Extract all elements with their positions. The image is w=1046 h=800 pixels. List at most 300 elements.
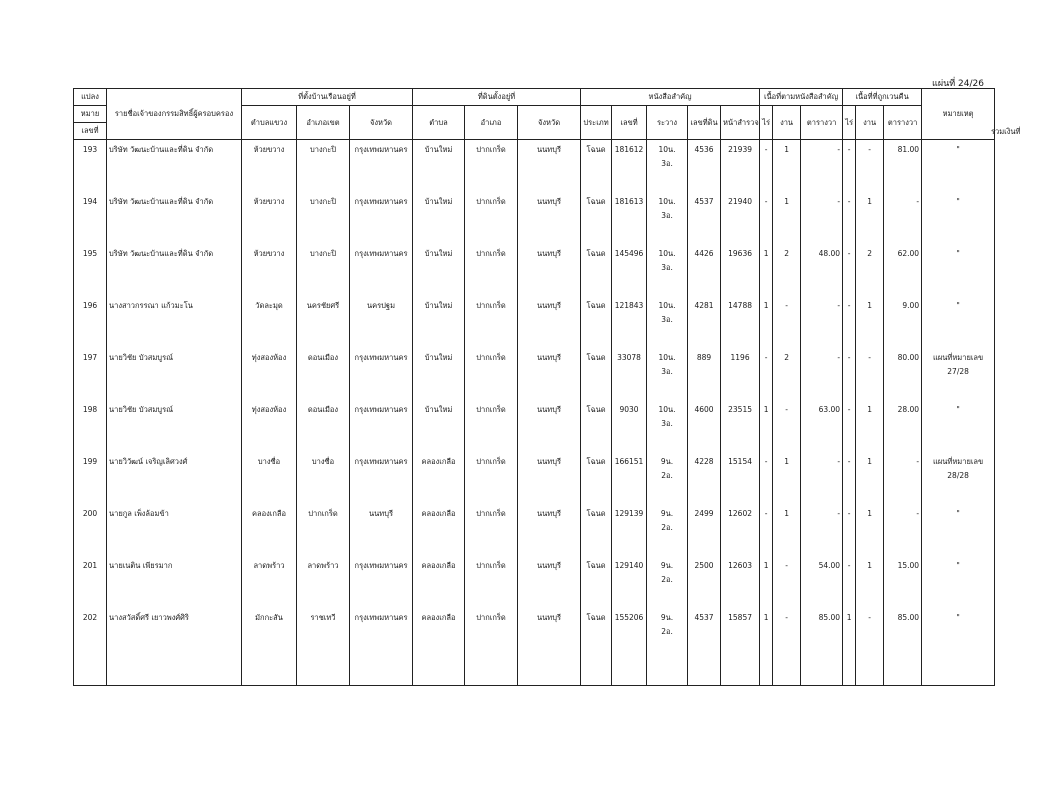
table-row — [74, 556, 995, 608]
cell-plot-number — [74, 452, 107, 504]
cell-deed-land-number — [688, 556, 721, 608]
cell-area-ngan — [773, 504, 801, 556]
cell-owner-name — [107, 452, 242, 504]
cell-remark — [922, 400, 995, 452]
deed-number-text: 129139 — [614, 509, 644, 518]
plot-number-text: 196 — [82, 301, 98, 310]
area-ngan-text: 2 — [784, 249, 789, 258]
deed-land-number-text: 4228 — [694, 457, 714, 466]
land-district-text: ปากเกร็ด — [476, 249, 506, 258]
cell-area-ngan — [773, 244, 801, 296]
address-province-text: นครปฐม — [367, 301, 396, 310]
cell-deed-type — [581, 504, 612, 556]
cell-expro-wa — [884, 504, 922, 556]
remark-text: " — [956, 301, 960, 310]
cell-owner-name — [107, 296, 242, 348]
cell-deed-land-number — [688, 348, 721, 400]
cell-deed-type — [581, 608, 612, 686]
cell-owner-name — [107, 556, 242, 608]
header-deed-survey-page: หน้าสำรวจ — [721, 106, 760, 140]
remark-text: " — [956, 509, 960, 518]
land-district-text: ปากเกร็ด — [476, 509, 506, 518]
deed-survey-page-text: 14788 — [728, 301, 752, 310]
header-deed-land-number: เลขที่ดิน — [688, 106, 721, 140]
owner-name-text: นายกูล เพ็งล้อมข้า — [109, 509, 169, 518]
deed-number-text: 155206 — [614, 613, 644, 622]
cell-remark — [922, 348, 995, 400]
plot-number-text: 200 — [82, 509, 98, 518]
area-rai-text: 1 — [763, 301, 769, 310]
cell-deed-rawang — [647, 296, 688, 348]
cell-expro-rai — [843, 244, 856, 296]
area-ngan-text: 1 — [784, 145, 789, 154]
deed-type-text: โฉนด — [586, 613, 606, 622]
land-district-text: ปากเกร็ด — [476, 301, 506, 310]
land-subdistrict-text: บ้านใหม่ — [424, 145, 453, 154]
deed-rawang-line2-text: 3อ. — [661, 367, 673, 376]
cell-deed-type — [581, 296, 612, 348]
deed-rawang-text: 10น. — [658, 197, 676, 206]
cell-deed-rawang — [647, 400, 688, 452]
cell-deed-survey-page — [721, 192, 760, 244]
remark-text: " — [956, 249, 960, 258]
table-row — [74, 348, 995, 400]
expro-ngan-text: 1 — [867, 457, 872, 466]
area-wa-text: - — [837, 457, 841, 466]
cell-deed-rawang — [647, 192, 688, 244]
cell-deed-survey-page — [721, 296, 760, 348]
cell-land-district — [465, 348, 518, 400]
cell-land-subdistrict — [413, 244, 465, 296]
address-district-text: ดอนเมือง — [307, 353, 339, 362]
deed-survey-page-text: 12603 — [728, 561, 752, 570]
remark-text: แผนที่หมายเลข — [933, 353, 984, 362]
deed-rawang-line2-text: 3อ. — [661, 315, 673, 324]
cell-deed-land-number — [688, 192, 721, 244]
deed-rawang-text: 10น. — [658, 145, 676, 154]
deed-number-text: 166151 — [614, 457, 644, 466]
cell-area-rai — [760, 452, 773, 504]
cell-address-province — [350, 192, 413, 244]
cell-deed-number — [612, 140, 647, 193]
deed-type-text: โฉนด — [586, 405, 606, 414]
cell-expro-rai — [843, 348, 856, 400]
cell-deed-number — [612, 192, 647, 244]
expro-ngan-text: 1 — [867, 561, 872, 570]
cell-land-subdistrict — [413, 608, 465, 686]
land-subdistrict-text: คลองเกลือ — [421, 613, 456, 622]
deed-survey-page-text: 21939 — [728, 145, 752, 154]
cell-address-district — [297, 348, 350, 400]
cell-land-district — [465, 608, 518, 686]
cell-remark — [922, 296, 995, 348]
area-rai-text: - — [764, 353, 768, 362]
cell-deed-type — [581, 556, 612, 608]
area-ngan-text: 2 — [784, 353, 789, 362]
header-deed-type: ประเภท — [581, 106, 612, 140]
land-province-text: นนทบุรี — [537, 249, 562, 258]
cell-area-wa — [801, 140, 843, 193]
cell-land-district — [465, 452, 518, 504]
land-province-text: นนทบุรี — [537, 405, 562, 414]
expro-rai-text: - — [847, 405, 851, 414]
cell-land-subdistrict — [413, 452, 465, 504]
deed-rawang-line2-text: 3อ. — [661, 159, 673, 168]
cell-deed-rawang — [647, 452, 688, 504]
deed-survey-page-text: 19636 — [728, 249, 752, 258]
remark-line2-text: 28/28 — [947, 471, 969, 480]
cell-land-province — [518, 296, 581, 348]
deed-rawang-line2-text: 2อ. — [661, 523, 673, 532]
cell-area-wa — [801, 296, 843, 348]
cell-deed-rawang — [647, 348, 688, 400]
cell-address-province — [350, 452, 413, 504]
header-area-ngan: งาน — [773, 106, 801, 140]
address-province-text: กรุงเทพมหานคร — [354, 145, 408, 154]
cell-deed-type — [581, 348, 612, 400]
expro-rai-text: - — [847, 197, 851, 206]
area-ngan-text: - — [785, 613, 788, 622]
cell-address-subdistrict — [242, 608, 297, 686]
cell-address-district — [297, 608, 350, 686]
address-subdistrict-text: ลาดพร้าว — [253, 561, 285, 570]
cell-deed-survey-page — [721, 608, 760, 686]
cell-deed-survey-page — [721, 140, 760, 193]
expro-wa-text: 85.00 — [897, 613, 920, 622]
deed-rawang-line2-text: 3อ. — [661, 419, 673, 428]
header-expro-rai: ไร่ — [843, 106, 856, 140]
cell-area-ngan — [773, 556, 801, 608]
deed-rawang-text: 10น. — [658, 249, 676, 258]
land-subdistrict-text: บ้านใหม่ — [424, 301, 453, 310]
cell-address-subdistrict — [242, 452, 297, 504]
header-deed-group: หนังสือสำคัญ — [581, 89, 760, 106]
header-expro-wa: ตารางวา — [884, 106, 922, 140]
cell-expro-rai — [843, 452, 856, 504]
extra-column-header: รวมเงินที่ — [991, 127, 1021, 136]
area-rai-text: - — [764, 509, 768, 518]
cell-deed-number — [612, 452, 647, 504]
deed-survey-page-text: 23515 — [728, 405, 752, 414]
cell-remark — [922, 504, 995, 556]
area-wa-text: - — [837, 197, 841, 206]
deed-land-number-text: 4600 — [694, 405, 714, 414]
cell-owner-name — [107, 140, 242, 193]
deed-type-text: โฉนด — [586, 301, 606, 310]
deed-number-text: 145496 — [614, 249, 644, 258]
land-province-text: นนทบุรี — [537, 145, 562, 154]
deed-type-text: โฉนด — [586, 197, 606, 206]
header-expro-ngan: งาน — [856, 106, 884, 140]
deed-land-number-text: 4536 — [694, 145, 714, 154]
deed-rawang-line2-text: 3อ. — [661, 263, 673, 272]
address-district-text: ลาดพร้าว — [307, 561, 339, 570]
deed-land-number-text: 4426 — [694, 249, 714, 258]
cell-owner-name — [107, 400, 242, 452]
cell-address-district — [297, 296, 350, 348]
address-subdistrict-text: วัดละมุด — [255, 301, 283, 310]
cell-address-district — [297, 504, 350, 556]
cell-area-ngan — [773, 192, 801, 244]
expro-rai-text: - — [847, 561, 851, 570]
cell-deed-survey-page — [721, 348, 760, 400]
cell-remark — [922, 608, 995, 686]
cell-address-subdistrict — [242, 504, 297, 556]
expro-ngan-text: 1 — [867, 405, 872, 414]
address-province-text: กรุงเทพมหานคร — [354, 353, 408, 362]
owner-name-text: บริษัท วัฒนะบ้านและที่ดิน จำกัด — [109, 249, 214, 258]
cell-area-ngan — [773, 296, 801, 348]
plot-number-text: 197 — [82, 353, 98, 362]
deed-rawang-line2-text: 2อ. — [661, 471, 673, 480]
cell-expro-rai — [843, 400, 856, 452]
expro-ngan-text: 1 — [867, 509, 872, 518]
table-row — [74, 608, 995, 686]
deed-type-text: โฉนด — [586, 145, 606, 154]
cell-land-province — [518, 244, 581, 296]
header-land-province: จังหวัด — [518, 106, 581, 140]
address-province-text: กรุงเทพมหานคร — [354, 197, 408, 206]
cell-owner-name — [107, 348, 242, 400]
header-area-group: เนื้อที่ตามหนังสือสำคัญ — [760, 89, 843, 106]
cell-area-ngan — [773, 348, 801, 400]
cell-plot-number — [74, 504, 107, 556]
remark-text: " — [956, 145, 960, 154]
cell-land-subdistrict — [413, 504, 465, 556]
area-wa-text: - — [837, 301, 841, 310]
expro-ngan-text: - — [868, 353, 871, 362]
land-district-text: ปากเกร็ด — [476, 613, 506, 622]
cell-expro-rai — [843, 608, 856, 686]
cell-deed-land-number — [688, 244, 721, 296]
cell-expro-ngan — [856, 140, 884, 193]
deed-number-text: 181613 — [614, 197, 644, 206]
land-subdistrict-text: บ้านใหม่ — [424, 197, 453, 206]
cell-owner-name — [107, 192, 242, 244]
address-district-text: บางกะปิ — [310, 197, 336, 206]
expro-wa-text: 9.00 — [902, 301, 920, 310]
address-province-text: กรุงเทพมหานคร — [354, 561, 408, 570]
plot-number-text: 195 — [82, 249, 98, 258]
cell-area-rai — [760, 140, 773, 193]
cell-deed-land-number — [688, 296, 721, 348]
cell-expro-wa — [884, 140, 922, 193]
cell-area-wa — [801, 348, 843, 400]
land-district-text: ปากเกร็ด — [476, 561, 506, 570]
land-district-text: ปากเกร็ด — [476, 457, 506, 466]
cell-address-district — [297, 192, 350, 244]
cell-expro-ngan — [856, 348, 884, 400]
header-remark: หมายเหตุ — [922, 89, 995, 140]
cell-owner-name — [107, 244, 242, 296]
deed-rawang-text: 10น. — [658, 353, 676, 362]
expropriation-register-table — [73, 88, 995, 686]
cell-area-ngan — [773, 452, 801, 504]
land-province-text: นนทบุรี — [537, 197, 562, 206]
header-land-subdistrict: ตำบล — [413, 106, 465, 140]
page-number: แผ่นที่ 24/26 — [932, 79, 984, 89]
address-district-text: บางกะปิ — [310, 249, 336, 258]
plot-number-text: 194 — [82, 197, 98, 206]
cell-deed-land-number — [688, 504, 721, 556]
plot-number-text: 193 — [82, 145, 98, 154]
cell-deed-rawang — [647, 244, 688, 296]
cell-land-subdistrict — [413, 140, 465, 193]
cell-land-province — [518, 348, 581, 400]
cell-deed-type — [581, 244, 612, 296]
cell-plot-number — [74, 608, 107, 686]
cell-address-province — [350, 296, 413, 348]
cell-deed-type — [581, 192, 612, 244]
cell-area-rai — [760, 400, 773, 452]
cell-expro-ngan — [856, 556, 884, 608]
deed-rawang-text: 10น. — [658, 405, 676, 414]
owner-name-text: นางสวัสดิ์ศรี เยาวพงศ์ศิริ — [109, 613, 189, 622]
header-land-group: ที่ดินตั้งอยู่ที่ — [413, 89, 581, 106]
deed-land-number-text: 889 — [696, 353, 712, 362]
deed-survey-page-text: 15857 — [728, 613, 752, 622]
area-wa-text: 85.00 — [818, 613, 841, 622]
land-subdistrict-text: บ้านใหม่ — [424, 249, 453, 258]
cell-deed-number — [612, 348, 647, 400]
cell-expro-ngan — [856, 452, 884, 504]
deed-rawang-text: 10น. — [658, 301, 676, 310]
cell-remark — [922, 452, 995, 504]
area-rai-text: - — [764, 197, 768, 206]
cell-deed-land-number — [688, 140, 721, 193]
header-area-rai: ไร่ — [760, 106, 773, 140]
address-subdistrict-text: บางซื่อ — [257, 457, 281, 466]
expro-wa-text: - — [916, 197, 920, 206]
area-ngan-text: - — [785, 405, 788, 414]
header-plot-no-2: หมาย — [74, 106, 107, 123]
cell-expro-rai — [843, 504, 856, 556]
cell-expro-wa — [884, 556, 922, 608]
cell-expro-rai — [843, 140, 856, 193]
cell-expro-wa — [884, 244, 922, 296]
cell-land-province — [518, 556, 581, 608]
area-ngan-text: 1 — [784, 509, 789, 518]
cell-plot-number — [74, 192, 107, 244]
plot-number-text: 198 — [82, 405, 98, 414]
deed-rawang-line2-text: 2อ. — [661, 627, 673, 636]
header-plot-no-3: เลขที่ — [74, 123, 107, 140]
deed-rawang-text: 9น. — [660, 509, 674, 518]
expro-ngan-text: - — [868, 145, 871, 154]
cell-area-wa — [801, 504, 843, 556]
deed-land-number-text: 4537 — [694, 197, 714, 206]
address-subdistrict-text: ห้วยขวาง — [253, 197, 285, 206]
address-district-text: นครชัยศรี — [306, 301, 340, 310]
land-district-text: ปากเกร็ด — [476, 145, 506, 154]
land-district-text: ปากเกร็ด — [476, 405, 506, 414]
address-subdistrict-text: ห้วยขวาง — [253, 249, 285, 258]
land-province-text: นนทบุรี — [537, 561, 562, 570]
table-row — [74, 244, 995, 296]
deed-type-text: โฉนด — [586, 249, 606, 258]
cell-land-district — [465, 192, 518, 244]
cell-deed-rawang — [647, 608, 688, 686]
owner-name-text: บริษัท วัฒนะบ้านและที่ดิน จำกัด — [109, 145, 214, 154]
cell-area-ngan — [773, 140, 801, 193]
cell-land-district — [465, 504, 518, 556]
expro-rai-text: - — [847, 249, 851, 258]
expro-wa-text: 28.00 — [897, 405, 920, 414]
cell-land-province — [518, 452, 581, 504]
cell-expro-wa — [884, 296, 922, 348]
cell-deed-type — [581, 140, 612, 193]
cell-expro-ngan — [856, 244, 884, 296]
land-province-text: นนทบุรี — [537, 613, 562, 622]
cell-deed-number — [612, 244, 647, 296]
address-province-text: กรุงเทพมหานคร — [354, 457, 408, 466]
cell-plot-number — [74, 556, 107, 608]
land-province-text: นนทบุรี — [537, 301, 562, 310]
cell-owner-name — [107, 504, 242, 556]
cell-area-wa — [801, 608, 843, 686]
cell-deed-number — [612, 296, 647, 348]
cell-deed-land-number — [688, 400, 721, 452]
area-ngan-text: - — [785, 561, 788, 570]
cell-address-district — [297, 556, 350, 608]
cell-expro-wa — [884, 348, 922, 400]
remark-text: แผนที่หมายเลข — [933, 457, 984, 466]
land-subdistrict-text: บ้านใหม่ — [424, 353, 453, 362]
owner-name-text: บริษัท วัฒนะบ้านและที่ดิน จำกัด — [109, 197, 214, 206]
area-rai-text: 1 — [763, 561, 769, 570]
cell-address-subdistrict — [242, 348, 297, 400]
cell-land-province — [518, 504, 581, 556]
cell-land-district — [465, 556, 518, 608]
remark-line2-text: 27/28 — [947, 367, 969, 376]
cell-address-district — [297, 244, 350, 296]
header-owner-name: รายชื่อเจ้าของกรรมสิทธิ์ผู้ครอบครอง — [107, 89, 242, 140]
owner-name-text: นางสาวกรรณา แก้วมะโน — [109, 301, 193, 310]
header-expropriated-group: เนื้อที่ที่ถูกเวนคืน — [843, 89, 922, 106]
cell-deed-number — [612, 556, 647, 608]
cell-deed-survey-page — [721, 452, 760, 504]
cell-address-province — [350, 608, 413, 686]
cell-expro-ngan — [856, 608, 884, 686]
cell-land-subdistrict — [413, 296, 465, 348]
header-address-subdistrict: ตำบลแขวง — [242, 106, 297, 140]
area-ngan-text: 1 — [784, 197, 789, 206]
deed-rawang-text: 9น. — [660, 457, 674, 466]
deed-number-text: 121843 — [614, 301, 644, 310]
cell-area-wa — [801, 452, 843, 504]
cell-remark — [922, 140, 995, 193]
expro-wa-text: 80.00 — [897, 353, 920, 362]
cell-land-district — [465, 400, 518, 452]
cell-area-wa — [801, 556, 843, 608]
area-wa-text: 63.00 — [818, 405, 841, 414]
expro-ngan-text: 1 — [867, 197, 872, 206]
cell-address-district — [297, 140, 350, 193]
area-rai-text: - — [764, 457, 768, 466]
header-address-province: จังหวัด — [350, 106, 413, 140]
cell-land-district — [465, 244, 518, 296]
cell-deed-type — [581, 400, 612, 452]
cell-land-province — [518, 400, 581, 452]
cell-land-subdistrict — [413, 400, 465, 452]
expro-wa-text: 62.00 — [897, 249, 920, 258]
deed-number-text: 9030 — [619, 405, 639, 414]
cell-area-wa — [801, 400, 843, 452]
expro-ngan-text: 1 — [867, 301, 872, 310]
cell-expro-ngan — [856, 400, 884, 452]
cell-address-subdistrict — [242, 556, 297, 608]
header-deed-number: เลขที่ — [612, 106, 647, 140]
